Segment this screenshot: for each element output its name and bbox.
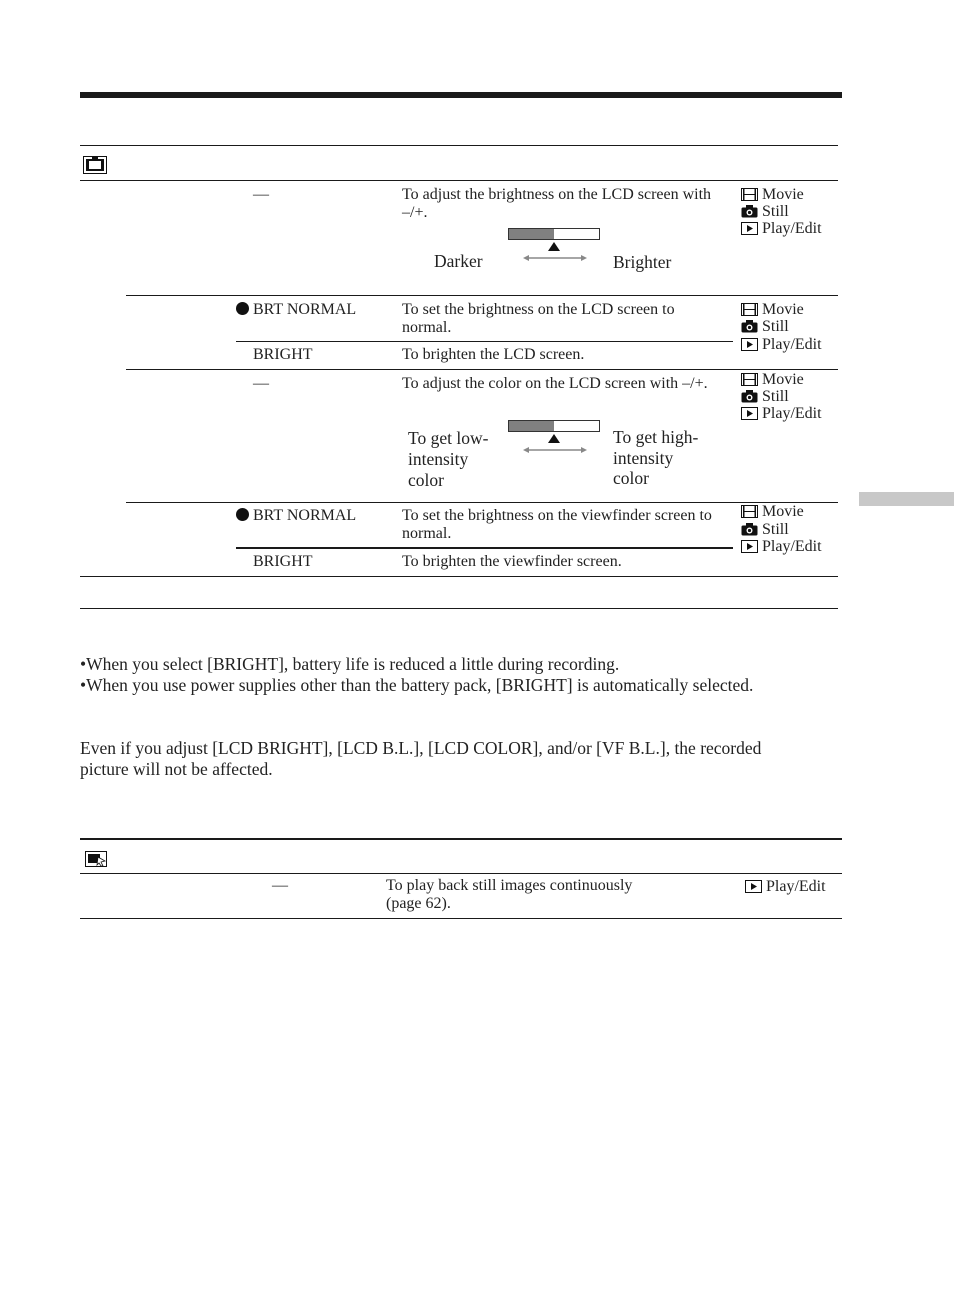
- note-paragraph-line: Even if you adjust [LCD BRIGHT], [LCD B.L.], [LCD COLOR], and/or [VF B.L.], the recorded: [80, 738, 762, 758]
- mode-still: Still: [741, 388, 789, 408]
- setting-bright: BRIGHT: [253, 346, 313, 363]
- play-icon: [745, 880, 762, 898]
- table-top-line: [80, 145, 838, 146]
- film-icon: [741, 505, 758, 523]
- scale-pointer: [548, 242, 560, 251]
- camera-icon: [741, 320, 758, 338]
- setting-brt-normal: BRT NORMAL: [236, 507, 356, 525]
- filled-circle-icon: [236, 302, 249, 315]
- scale-arrow: [523, 445, 587, 455]
- row-meaning: To adjust the brightness on the LCD screen with –/+.: [402, 186, 712, 221]
- row-divider: [126, 369, 838, 370]
- table-header-line: [80, 180, 838, 181]
- setting-brt-normal: BRT NORMAL: [236, 301, 356, 319]
- row-meaning: (page 62).: [386, 895, 451, 912]
- top-rule: [80, 92, 842, 98]
- setting-dash: —: [253, 375, 269, 392]
- slideshow-menu-icon: [85, 851, 107, 872]
- table-bottom-line: [80, 918, 842, 919]
- setting-bright: BRIGHT: [253, 553, 313, 570]
- scale-right-label: Brighter: [613, 252, 672, 272]
- scale-fill: [509, 229, 554, 239]
- mode-play-edit: Play/Edit: [741, 538, 822, 558]
- row-meaning: To play back still images continuously: [386, 877, 633, 894]
- side-tab-marker: [859, 492, 954, 506]
- note-bullet: •When you select [BRIGHT], battery life is reduced a little during recording.: [80, 654, 620, 674]
- setting-dash: —: [272, 877, 288, 894]
- row-divider: [126, 502, 838, 503]
- setting-dash: —: [253, 186, 269, 203]
- row-meaning: To set the brightness on the viewfinder screen to normal.: [402, 507, 712, 542]
- brightness-scale-bar: [508, 228, 600, 240]
- row-divider: [126, 295, 838, 296]
- color-scale-bar: [508, 420, 600, 432]
- mode-play-edit: Play/Edit: [745, 878, 826, 898]
- mode-movie: Movie: [741, 186, 804, 206]
- scale-arrow: [523, 253, 587, 263]
- note-bullet: •When you use power supplies other than the battery pack, [BRIGHT] is automatically selected.: [80, 675, 754, 695]
- row-meaning: To brighten the LCD screen.: [402, 346, 585, 363]
- lcd-menu-icon: [83, 156, 107, 179]
- filled-circle-icon: [236, 508, 249, 521]
- sub-row-divider: [236, 547, 733, 549]
- note-paragraph-line: picture will not be affected.: [80, 759, 273, 779]
- play-icon: [741, 407, 758, 425]
- mode-movie: Movie: [741, 503, 804, 523]
- scale-left-label: Darker: [434, 251, 483, 271]
- scale-fill: [509, 421, 554, 431]
- row-meaning: To adjust the color on the LCD screen with –/+.: [402, 375, 708, 392]
- table-header-line: [80, 873, 842, 874]
- mode-movie: Movie: [741, 301, 804, 321]
- scale-pointer: [548, 434, 560, 443]
- mode-still: Still: [741, 318, 789, 338]
- table-top-line: [80, 838, 842, 840]
- sub-row-divider: [236, 341, 733, 342]
- mode-still: Still: [741, 203, 789, 223]
- row-meaning: To set the brightness on the LCD screen to normal.: [402, 301, 675, 336]
- mode-play-edit: Play/Edit: [741, 220, 822, 240]
- mode-movie: Movie: [741, 371, 804, 391]
- mode-play-edit: Play/Edit: [741, 336, 822, 356]
- mode-still: Still: [741, 521, 789, 541]
- mode-play-edit: Play/Edit: [741, 405, 822, 425]
- table-end-line: [80, 608, 838, 609]
- table-bottom-line: [80, 576, 838, 577]
- row-meaning: To brighten the viewfinder screen.: [402, 553, 622, 570]
- play-icon: [741, 338, 758, 356]
- play-icon: [741, 540, 758, 558]
- play-icon: [741, 222, 758, 240]
